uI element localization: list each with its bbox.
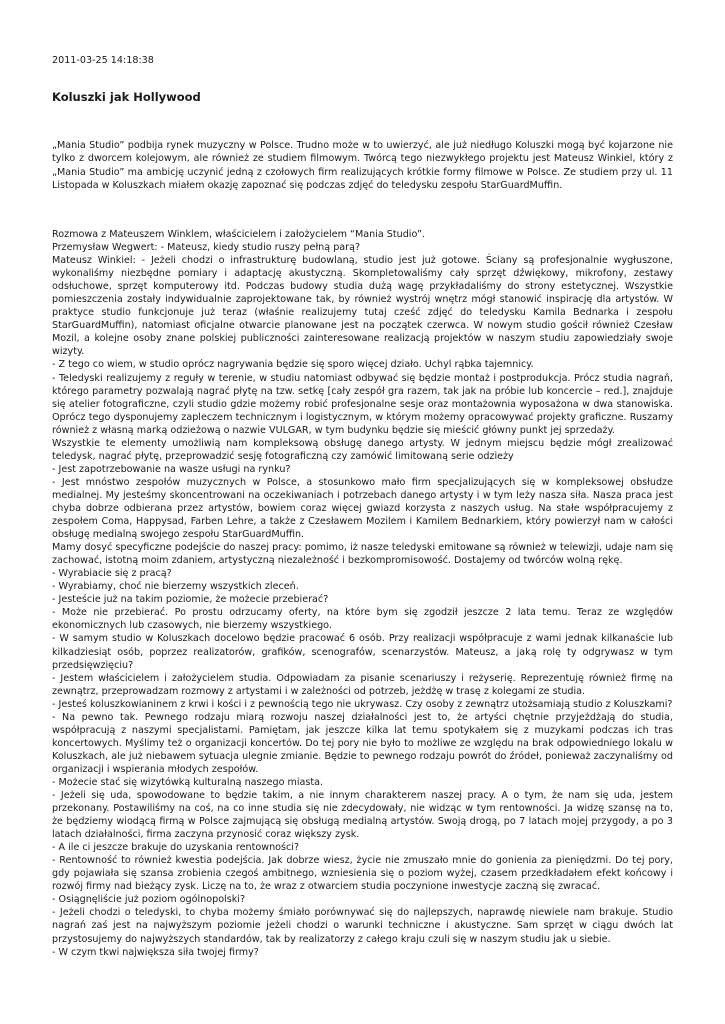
paragraph: - Jesteście już na takim poziomie, że możecie przebierać? xyxy=(52,594,329,606)
paragraph: - Rentowność to również kwestia podejścia. Jak dobrze wiesz, życie nie zmuszało mnie do gonienia za pieniędzmi. Do tej pory, gdy pojawiała się szansa zrobienia czegoś ambitnego, wzniesienia się o poziom wyżej, czasem przedkładałem efekt końcowy i rozwój firmy nad bieżący zysk. Liczę na to, że wraz z otwarciem studia poczynione inwestycje zaczną się zwracać. xyxy=(52,855,673,893)
paragraph: Przemysław Wegwert: - Mateusz, kiedy studio ruszy pełną parą? xyxy=(52,242,361,254)
paragraph: - Jeżeli się uda, spowodowane to będzie takim, a nie innym charakterem naszej pracy. A o tym, że nam się uda, jestem przekonany. Postawiliśmy na coś, na co inne studia się nie zdecydowały, nie widząc w tym rentowności. Ja widzę szansę na to, że będziemy wiodącą firmą w Polsce zajmującą się obsługą medialną artystów. Swoją drogą, po 7 latach mojej przygody, a po 3 latach działalności, firma zaczyna przynosić coraz większy zysk. xyxy=(52,790,673,841)
paragraph: Rozmowa z Mateuszem Winklem, właścicielem i założycielem “Mania Studio”. xyxy=(52,229,426,240)
paragraph: - Na pewno tak. Pewnego rodzaju miarą rozwoju naszej działalności jest to, że artyści chętnie przyjeżdżają do studia, współpracują z naszymi specjalistami. Pamiętam, jak jeszcze kilka lat temu spotykałem się z muzykami podczas ich tras koncertowych. Myślimy też o organizacji koncertów. Do tej pory nie było to możliwe ze względu na brak odpowiedniego lokalu w Koluszkach, ale już niebawem sytuacja ulegnie zmianie. Będzie to pewnego rodzaju powrót do źródeł, ponieważ zaczynaliśmy od organizacji i wspierania młodych zespołów. xyxy=(52,711,673,775)
paragraph: - Jesteś koluszkowianinem z krwi i kości i z pewnością tego nie ukrywasz. Czy osoby z zewnątrz utożsamiają studio z Koluszkami? xyxy=(52,698,673,710)
article-lead xyxy=(52,139,673,193)
article-title: Koluszki jak Hollywood xyxy=(52,90,201,104)
paragraph: - W czym tkwi największa siła twojej firmy? xyxy=(52,946,259,958)
paragraph: - Jest mnóstwo zespołów muzycznych w Polsce, a stosunkowo mało firm specjalizujących się w kompleksowej obsłudze medialnej. My jesteśmy skoncentrowani na oczekiwaniach i potrzebach danego artysty i w tym leży nasza siła. Nasza praca jest chyba dobrze odbierana przez artystów, bowiem coraz więcej gwiazd korzysta z naszych usług. Na stałe współpracujemy z zespołem Coma, Happysad, Farben Lehre, a także z Czesławem Mozilem i Kamilem Bednarkiem, który powierzył nam w całości obsługę medialną swojego zespołu StarGuardMuffin. xyxy=(52,476,673,541)
paragraph: - Jeżeli chodzi o teledyski, to chyba możemy śmiało porównywać się do najlepszych, naprawdę niewiele nam brakuje. Studio nagrań zaś jest na najwyższym poziomie jeżeli chodzi o warunki techniczne i akustyczne. Sam sprzęt w ciągu dwóch lat przystosujemy do najwyższych standardów, tak by realizatorzy z całego kraju czuli się w naszym studiu jak u siebie. xyxy=(52,907,673,945)
paragraph: - Możecie stać się wizytówką kulturalną naszego miasta. xyxy=(52,776,324,788)
paragraph: - Jestem właścicielem i założycielem studia. Odpowiadam za pisanie scenariuszy i reżyserię. Reprezentuję również firmę na zewnątrz, przeprowadzam rozmowy z artystami i w zależności od potrzeb, jeżdżę w trasę z kolegami ze studia. xyxy=(52,672,673,697)
paragraph: - Może nie przebierać. Po prostu odrzucamy oferty, na które bym się zgodził jeszcze 2 lata temu. Teraz ze względów ekonomicznych lub czasowych, nie bierzemy wszystkiego. xyxy=(52,607,673,632)
paragraph: Mateusz Winkiel: - Jeżeli chodzi o infrastrukturę budowlaną, studio jest już gotowe. Ściany są profesjonalnie wygłuszone, wykonaliśmy niezbędne pomiary i adaptację akustyczną. Skompletowaliśmy cały sprzęt dźwiękowy, mikrofony, zestawy odsłuchowe, sprzęt komputerowy itd. Podczas budowy studia dużą wagę przykładaliśmy do strony estetycznej. Wszystkie pomieszczenia zostały indywidualnie zaprojektowane tak, by również wystrój wnętrz mógł stanowić inspirację dla artystów. W praktyce studio funkcjonuje już teraz (właśnie realizujemy tutaj cześć zdjęć do teledysku Kamila Bednarka i zespołu StarGuardMuffin), natomiast oficjalne otwarcie planowane jest na początek czerwca. W nowym studio gościł również Czesław Mozil, a kolejne osoby znane polskiej publiczności zainteresowane realizacją projektów w naszym studiu zapowiedziały swoje wizyty. xyxy=(52,255,673,358)
paragraph: - A ile ci jeszcze brakuje do uzyskania rentowności? xyxy=(52,842,300,854)
paragraph: - Wyrabiamy, choć nie bierzemy wszystkich zleceń. xyxy=(52,581,299,593)
paragraph: - Osiągnęliście już poziom ogólnopolski? xyxy=(52,894,246,906)
paragraph: Wszystkie te elementy umożliwią nam kompleksową obsługę danego artysty. W jednym miejscu będzie mógł zrealizować teledysk, nagrać płytę, przeprowadzić sesję fotograficzną czy zamówić limitowaną serie odzieży xyxy=(52,437,673,462)
paragraph: Mamy dosyć specyficzne podejście do naszej pracy: pomimo, iż nasze teledyski emitowane są również w telewizji, udaje nam się zachować, istotną moim zdaniem, artystyczną niezależność i bezkompromisowość. Dostajemy od twórców wolną rękę. xyxy=(52,542,673,567)
paragraph: - Wyrabiacie się z pracą? xyxy=(52,568,172,580)
lead-paragraph: „Mania Studio” podbija rynek muzyczny w Polsce. Trudno może w to uwierzyć, ale już niedługo Koluszki mogą być kojarzone nie tylko z dworcem kolejowym, ale również ze studiem filmowym. Twórcą tego niezwykłego projektu jest Mateusz Winkiel, który z „Mania Studio” ma ambicję uczynić jedną z czołowych firm realizujących krótkie formy filmowe w Polsce. Ze studiem przy ul. 11 Listopada w Koluszkach miałem okazję zapoznać się podczas zdjęć do teledysku zespołu StarGuardMuffin. xyxy=(52,140,673,192)
publish-datetime: 2011-03-25 14:18:38 xyxy=(52,55,154,66)
interview-body xyxy=(52,228,673,959)
paragraph: - Z tego co wiem, w studio oprócz nagrywania będzie się sporo więcej działo. Uchyl rąbka tajemnicy. xyxy=(52,359,534,371)
paragraph: - Jest zapotrzebowanie na wasze usługi na rynku? xyxy=(52,463,291,475)
paragraph: - W samym studio w Koluszkach docelowo będzie pracować 6 osób. Przy realizacji współpracuje z wami jednak kilkanaście lub kilkadziesiąt osób, poprzez realizatorów, grafików, scenografów, scenarzystów. Mateusz, a jaką rolę ty odgrywasz w tym przedsięwzięciu? xyxy=(52,633,673,671)
paragraph: - Teledyski realizujemy z reguły w terenie, w studiu natomiast odbywać się będzie montaż i postprodukcja. Prócz studia nagrań, którego parametry pozwalają nagrać płytę na tzw. setkę [cały zespół gra razem, tak jak na próbie lub koncercie – red.], znajduje się atelier fotograficzne, czyli studio gdzie możemy robić profesjonalne sesje oraz montażownia wyposażona w dwa stanowiska. Oprócz tego dysponujemy zapleczem technicznym i logistycznym, w którym możemy opracowywać projekty graficzne. Ruszamy również z własną marką odzieżową o nazwie VULGAR, w tym budynku będzie się mieścić główny punkt jej sprzedaży. xyxy=(52,372,673,436)
